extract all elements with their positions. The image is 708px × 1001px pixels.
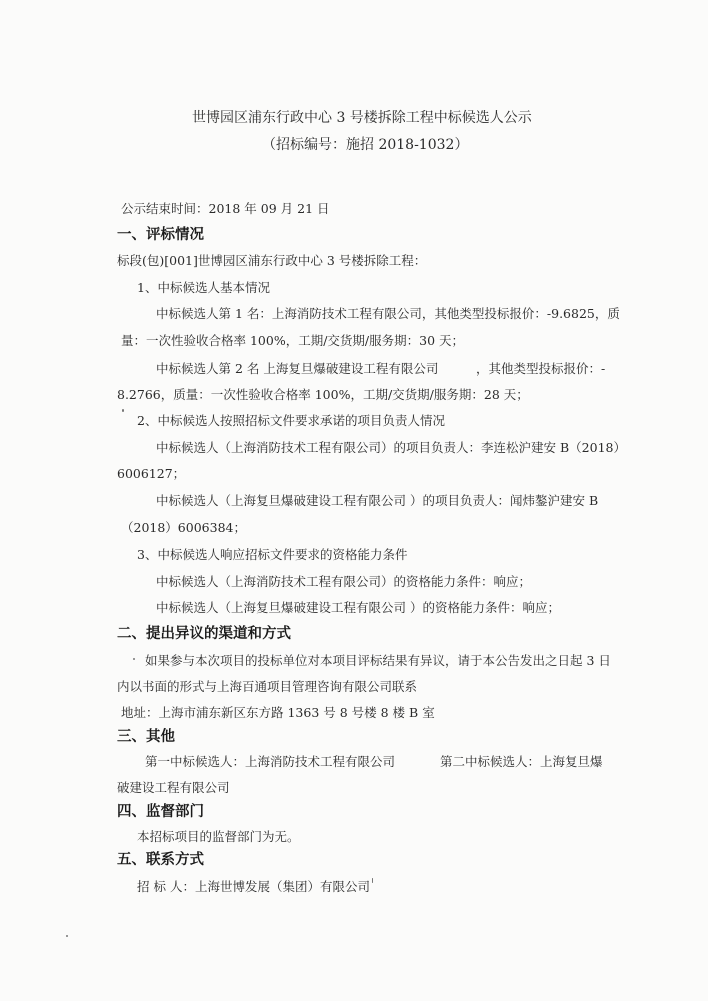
section-heading-contact: 五、联系方式 [117,852,204,868]
project-leader-2-line-1: 中标候选人（上海复旦爆破建设工程有限公司 ）的项目负责人：闻炜鏊沪建安 B [156,493,599,508]
objection-line-1: 如果参与本次项目的投标单位对本项目评标结果有异议，请于本公告发出之日起 3 日 [145,653,611,668]
subsection-qualification: 3、中标候选人响应招标文件要求的资格能力条件 [137,547,408,562]
candidate-1-line-2: 量：一次性验收合格率 100%，工期/交货期/服务期：30 天； [121,333,465,348]
scan-speck [66,935,68,937]
section-heading-supervision: 四、监督部门 [117,804,204,820]
document-title: 世博园区浦东行政中心 3 号楼拆除工程中标候选人公示 [192,110,532,126]
lot-description: 标段(包)[001]世博园区浦东行政中心 3 号楼拆除工程： [117,253,427,268]
candidate-2-line-1-price: ，其他类型投标报价：- [476,361,606,376]
objection-line-2: 内以书面的形式与上海百通项目管理咨询有限公司联系 [117,679,418,694]
qualification-1: 中标候选人（上海消防技术工程有限公司）的资格能力条件：响应； [156,574,532,589]
first-candidate: 第一中标候选人：上海消防技术工程有限公司 [145,754,396,769]
section-heading-evaluation: 一、评标情况 [117,227,204,243]
candidate-2-line-1-name: 中标候选人第 2 名 上海复旦爆破建设工程有限公司 [156,361,439,376]
tenderer-line: 招 标 人：上海世博发展（集团）有限公司 [137,879,370,894]
scan-speck [122,409,124,412]
section-heading-other: 三、其他 [117,729,175,745]
second-candidate-part-1: 第二中标候选人：上海复旦爆 [440,754,603,769]
scan-speck [372,878,373,883]
tender-number: （招标编号：施招 2018-1032） [262,137,469,153]
publicity-end-time: 公示结束时间：2018 年 09 月 21 日 [121,201,330,216]
qualification-2: 中标候选人（上海复旦爆破建设工程有限公司 ）的资格能力条件：响应； [156,600,560,615]
second-candidate-part-2: 破建设工程有限公司 [117,780,230,795]
subsection-project-leader: 2、中标候选人按照招标文件要求承诺的项目负责人情况 [137,413,445,428]
supervision-text: 本招标项目的监督部门为无。 [137,829,300,844]
contact-address: 地址：上海市浦东新区东方路 1363 号 8 号楼 8 楼 B 室 [121,705,435,720]
candidate-1-line-1: 中标候选人第 1 名：上海消防技术工程有限公司，其他类型投标报价：-9.6825，质 [156,306,620,321]
scan-speck [133,658,135,660]
subsection-candidates-basic: 1、中标候选人基本情况 [137,280,270,295]
project-leader-2-line-2: （2018）6006384； [121,520,246,535]
candidate-2-line-2: 8.2766，质量：一次性验收合格率 100%，工期/交货期/服务期：28 天； [117,387,529,402]
section-heading-objection: 二、提出异议的渠道和方式 [117,626,291,642]
project-leader-1-line-1: 中标候选人（上海消防技术工程有限公司）的项目负责人：李连松沪建安 B（2018） [156,440,626,455]
project-leader-1-line-2: 6006127； [117,466,186,481]
